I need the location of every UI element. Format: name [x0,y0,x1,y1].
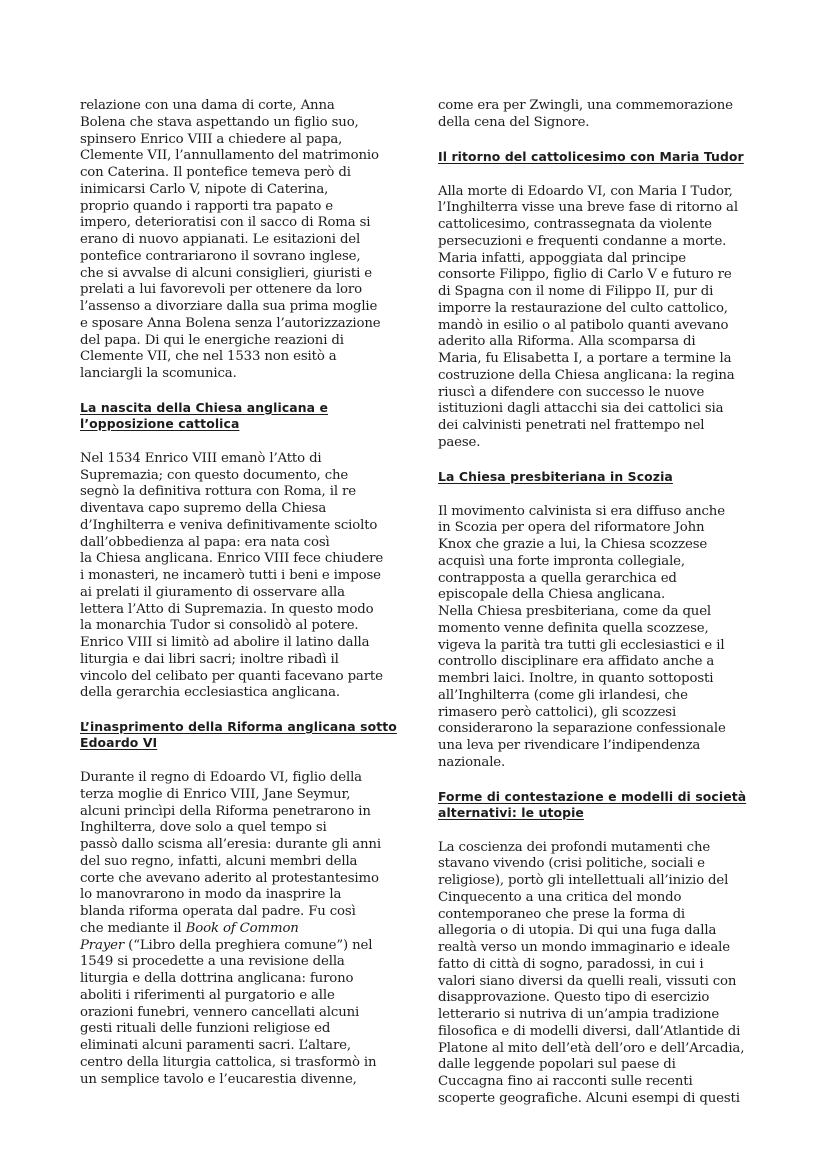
text-line: la monarchia Tudor si consolidò al potere. [80,618,359,634]
text-line: Knox che grazie a lui, la Chiesa scozzese [438,537,708,552]
text-line: Bolena che stava aspettando un figlio suo, [80,114,359,130]
text-line: del suo regno, infatti, alcuni membri della [80,853,358,869]
text-line: pontefice contrariarono il sovrano inglese, [80,248,361,264]
paragraph-edoardo-lines-a [80,770,398,921]
text-line: Durante il regno di Edoardo VI, figlio della [80,770,362,785]
text-line: nazionale. [438,754,506,770]
paragraph-maria-tudor [438,184,756,452]
text-line: dei calvinisti penetrati nel frattempo nel [438,418,705,433]
text-line: istituzioni dagli attacchi sia dei cattolici sia [438,401,724,417]
text-line: gesti rituali delle funzioni religiose ed [80,1021,331,1037]
text-line: realtà verso un mondo immaginario e ideale [438,940,730,955]
book-of-common-prayer-line2 [80,938,398,955]
paragraph-scozia [438,504,756,772]
text-line: relazione con una dama di corte, Anna [80,98,335,113]
text-line: dall’obbedienza al papa: era nata così [80,534,330,550]
text-line: Cuccagna fino ai racconti sulle recenti [438,1074,693,1089]
text-line: stavano vivendo (crisi politiche, sociali e [438,856,705,872]
text-line: passò dallo scisma all’eresia: durante gli anni [80,837,381,852]
text-line: l’opposizione cattolica [80,415,240,431]
text-line: consorte Filippo, figlio di Carlo V e futuro re [438,267,732,283]
text-line: liturgia e dai libri sacri; inoltre ribadì il [80,651,339,667]
text-line: Alla morte di Edoardo VI, con Maria I Tudor, [438,183,733,199]
text-line: Nel 1534 Enrico VIII emanò l’Atto di [80,450,322,466]
text-line: Cinquecento a una critica del mondo [438,889,682,905]
right-column [438,98,756,1108]
text-line: Edoardo VI [80,735,158,750]
book-of-common-prayer-line1 [80,921,398,938]
text-line: La coscienza dei profondi mutamenti che [438,839,711,855]
text-line: Clemente VII, l’annullamento del matrimonio [80,148,379,164]
text-line: fatto di città di sogno, paradossi, in cui i [438,956,704,972]
text-line: centro della liturgia cattolica, si trasformò in [80,1054,377,1070]
text-line: Platone al mito dell’età dell’oro e dell’Arcadia, [438,1040,745,1056]
text-line: membri laici. Inoltre, in quanto sottoposti [438,671,714,686]
paragraph-utopie [438,840,756,1108]
text-line: impero, deterioratisi con il sacco di Roma si [80,215,371,231]
text-line: come era per Zwingli, una commemorazione [438,98,733,113]
text-line: contemporaneo che prese la forma di [438,906,686,922]
text-line: costruzione della Chiesa anglicana: la regina [438,367,735,383]
text-line: allegoria o di utopia. Di qui una fuga dalla [438,923,717,939]
text-line: un semplice tavolo e l’eucarestia divenne, [80,1071,357,1087]
text-line: aboliti i riferimenti al purgatorio e alle [80,987,335,1003]
text-line: Supremazia; con questo documento, che [80,467,349,483]
text-line: Inghilterra, dove solo a quel tempo si [80,820,327,836]
text-line: paese. [438,434,481,450]
text-line: filosofica e di modelli diversi, dall’Atlantide di [438,1023,741,1039]
left-column [80,98,398,1088]
text-line: momento venne definita quella scozzese, [438,620,709,636]
text-line: letterario si nutriva di un’ampia tradizione [438,1007,720,1022]
text-line: religiose), portò gli intellettuali all’inizio del [438,873,729,888]
text-line: La Chiesa presbiteriana in Scozia [438,468,673,484]
text-line: riuscì a difendere con successo le nuove [438,384,705,400]
text-line: mandò in esilio o al patibolo quanti avevano [438,317,729,333]
text-line: ai prelati il giuramento di osservare alla [80,584,345,600]
text-line: Enrico VIII si limitò ad abolire il latino dalla [80,635,370,650]
text-line: Il ritorno del cattolicesimo con Maria Tudor [438,148,744,164]
text-line: episcopale della Chiesa anglicana. [438,587,666,603]
paragraph-edoardo-vi [80,770,398,1088]
text-line: alcuni princìpi della Riforma penetrarono in [80,803,371,819]
book-suffix: (“Libro della preghiera comune”) nel [124,937,373,953]
heading-nascita-chiesa-anglicana [80,400,398,432]
text-line: l’Inghilterra visse una breve fase di ritorno al [438,200,738,216]
text-line: spinsero Enrico VIII a chiedere al papa, [80,131,343,147]
text-line: vigeva la parità tra tutti gli ecclesiastici e il [438,637,725,653]
text-line: considerarono la separazione confessionale [438,721,726,737]
text-line: proprio quando i rapporti tra papato e [80,198,333,214]
text-line: di Spagna con il nome di Filippo II, pur di [438,284,714,299]
paragraph-atto-supremazia [80,451,398,702]
text-line: inimicarsi Carlo V, nipote di Caterina, [80,181,329,197]
text-line: prelati a lui favorevoli per ottenere da loro [80,282,362,298]
text-line: e sposare Anna Bolena senza l’autorizzazione [80,315,381,331]
text-line: aderito alla Riforma. Alla scomparsa di [438,334,696,350]
text-line: eliminati alcuni paramenti sacri. L’altare, [80,1038,351,1053]
text-line: disapprovazione. Questo tipo di esercizio [438,990,710,1006]
text-line: acquisì una forte impronta collegiale, [438,553,685,569]
text-line: contrapposta a quella gerarchica ed [438,570,677,586]
text-line: una leva per rivendicare l’indipendenza [438,738,701,753]
text-line: della cena del Signore. [438,114,590,130]
text-line: che si avvalse di alcuni consiglieri, giuristi e [80,265,372,281]
text-line: Clemente VII, che nel 1533 non esitò a [80,349,337,365]
text-line: controllo disciplinare era affidato anche a [438,654,715,670]
book-title-part2: Prayer [80,937,125,953]
text-line: scoperte geografiche. Alcuni esempi di questi [438,1090,740,1106]
text-line: rimasero però cattolici), gli scozzesi [438,704,677,720]
text-line: segnò la definitiva rottura con Roma, il re [80,484,356,500]
text-line: alternativi: le utopie [438,804,584,820]
text-line: La nascita della Chiesa anglicana e [80,399,329,415]
paragraph-edoardo-lines-b [80,954,398,1088]
heading-chiesa-presbiteriana [438,469,756,485]
text-line: L’inasprimento della Riforma anglicana sotto [80,719,397,734]
text-line: i monasteri, ne incamerò tutti i beni e impose [80,568,381,583]
text-line: Nella Chiesa presbiteriana, come da quel [438,604,712,619]
text-line: persecuzioni e frequenti condanne a morte. [438,233,727,249]
text-line: valori siano diversi da quelli reali, vissuti con [438,973,737,989]
book-prefix: che mediante il [80,920,186,936]
text-line: terza moglie di Enrico VIII, Jane Seymur, [80,786,351,802]
text-line: dalle leggende popolari sul paese di [438,1057,676,1073]
text-line: in Scozia per opera del riformatore John [438,520,705,536]
text-line: orazioni funebri, vennero cancellati alcuni [80,1004,360,1020]
heading-forme-contestazione-utopie [438,789,756,821]
text-line: erano di nuovo appianati. Le esitazioni del [80,232,361,247]
text-line: all’Inghilterra (come gli irlandesi, che [438,687,688,703]
text-line: lanciargli la scomunica. [80,366,237,381]
heading-inasprimento-riforma [80,719,398,751]
heading-ritorno-cattolicesimo [438,149,756,165]
text-line: Il movimento calvinista si era diffuso anche [438,503,725,519]
text-line: della gerarchia ecclesiastica anglicana. [80,685,340,701]
text-line: con Caterina. Il pontefice temeva però di [80,165,351,180]
text-line: imporre la restaurazione del culto cattolico, [438,300,728,316]
text-line: lettera l’Atto di Supremazia. In questo modo [80,601,374,617]
text-line: cattolicesimo, contrassegnata da violente [438,217,712,232]
text-line: corte che avevano aderito al protestantesimo [80,870,379,886]
text-line: la Chiesa anglicana. Enrico VIII fece chiudere [80,551,384,567]
paragraph-divorce [80,98,398,383]
text-line: d’Inghilterra e veniva definitivamente sciolto [80,517,378,533]
text-line: Maria infatti, appoggiata dal principe [438,250,687,266]
text-line: liturgia e della dottrina anglicana: furono [80,971,354,986]
text-line: vincolo del celibato per quanti facevano parte [80,668,383,684]
text-line: 1549 si procedette a una revisione della [80,954,345,970]
text-line: blanda riforma operata dal padre. Fu così [80,904,356,919]
text-line: diventava capo supremo della Chiesa [80,501,327,516]
text-line: Maria, fu Elisabetta I, a portare a termine la [438,351,732,366]
book-title-part1: Book of Common [185,920,299,936]
text-line: del papa. Di qui le energiche reazioni di [80,332,344,348]
text-line: lo manovrarono in modo da inasprire la [80,887,342,903]
text-line: l’assenso a divorziare dalla sua prima moglie [80,299,378,314]
paragraph-zwingli [438,98,756,132]
text-line: Forme di contestazione e modelli di società [438,788,747,804]
